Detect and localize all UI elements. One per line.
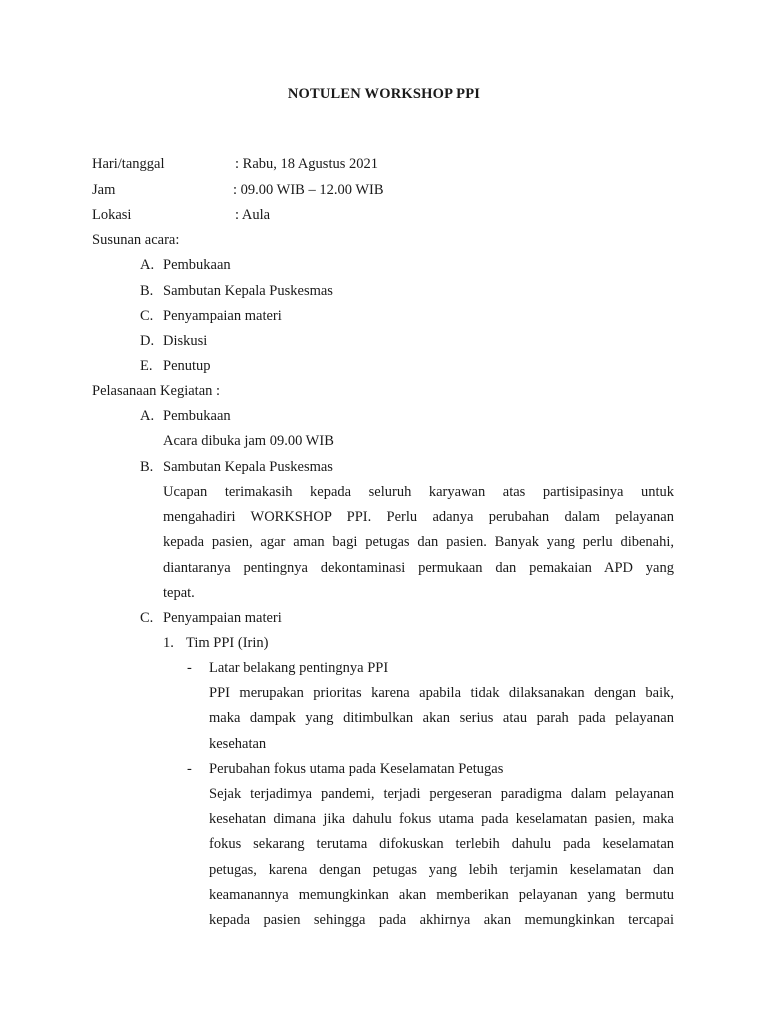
paragraph-line: keamanannya memungkinkan akan memberikan pelayanan yang bermutu xyxy=(209,887,674,903)
paragraph-line: kesehatan xyxy=(209,736,267,752)
document-title: NOTULEN WORKSHOP PPI xyxy=(287,86,481,102)
paragraph-line: PPI merupakan prioritas karena apabila tidak dilaksanakan dengan baik, xyxy=(209,685,674,701)
section-a-marker: A. xyxy=(140,408,155,424)
paragraph-line: petugas, karena dengan petugas yang lebih terjamin keselamatan dan xyxy=(209,862,674,878)
agenda-item: Penyampaian materi xyxy=(163,308,282,324)
point-title: Perubahan fokus utama pada Keselamatan Petugas xyxy=(209,761,504,777)
section-c-marker: C. xyxy=(140,610,154,626)
time-label: Jam xyxy=(92,182,116,198)
agenda-marker: A. xyxy=(140,257,155,273)
section-a-title: Pembukaan xyxy=(163,408,231,424)
paragraph-line: tepat. xyxy=(163,585,195,601)
agenda-item: Diskusi xyxy=(163,333,208,349)
bullet-dash: - xyxy=(187,761,192,777)
day-label: Hari/tanggal xyxy=(92,156,165,172)
agenda-item: Pembukaan xyxy=(163,257,231,273)
paragraph-line: kepada pasien sehingga pada akhirnya akan memungkinkan tercapai xyxy=(209,912,674,928)
day-value: : Rabu, 18 Agustus 2021 xyxy=(235,156,378,172)
agenda-item: Sambutan Kepala Puskesmas xyxy=(163,283,333,299)
subsection-marker: 1. xyxy=(163,635,174,651)
agenda-marker: C. xyxy=(140,308,154,324)
agenda-marker: E. xyxy=(140,358,153,374)
paragraph-line: kepada pasien, agar aman bagi petugas dan pasien. Banyak yang perlu dibenahi, xyxy=(163,534,674,550)
agenda-marker: D. xyxy=(140,333,155,349)
paragraph-line: maka dampak yang ditimbulkan akan serius atau parah pada pelayanan xyxy=(209,710,674,726)
paragraph-line: diantaranya pentingnya dekontaminasi permukaan dan pemakaian APD yang xyxy=(163,560,674,576)
section-b-marker: B. xyxy=(140,459,154,475)
agenda-marker: B. xyxy=(140,283,154,299)
paragraph-line: Ucapan terimakasih kepada seluruh karyawan atas partisipasinya untuk xyxy=(163,484,674,500)
section-c-title: Penyampaian materi xyxy=(163,610,282,626)
execution-heading: Pelasanaan Kegiatan : xyxy=(92,383,221,399)
bullet-dash: - xyxy=(187,660,192,676)
location-value: : Aula xyxy=(235,207,271,223)
paragraph-line: mengahadiri WORKSHOP PPI. Perlu adanya perubahan dalam pelayanan xyxy=(163,509,674,525)
time-value: : 09.00 WIB – 12.00 WIB xyxy=(233,182,384,198)
paragraph-line: Sejak terjadimya pandemi, terjadi pergeseran paradigma dalam pelayanan xyxy=(209,786,674,802)
agenda-heading: Susunan acara: xyxy=(92,232,180,248)
subsection-title: Tim PPI (Irin) xyxy=(186,635,269,651)
section-a-text: Acara dibuka jam 09.00 WIB xyxy=(163,433,334,449)
section-b-title: Sambutan Kepala Puskesmas xyxy=(163,459,333,475)
paragraph-line: fokus sekarang terutama difokuskan terlebih dahulu pada keselamatan xyxy=(209,836,674,852)
point-title: Latar belakang pentingnya PPI xyxy=(209,660,389,676)
paragraph-line: kesehatan dimana jika dahulu fokus utama pada keselamatan pasien, maka xyxy=(209,811,674,827)
agenda-item: Penutup xyxy=(163,358,211,374)
location-label: Lokasi xyxy=(92,207,132,223)
